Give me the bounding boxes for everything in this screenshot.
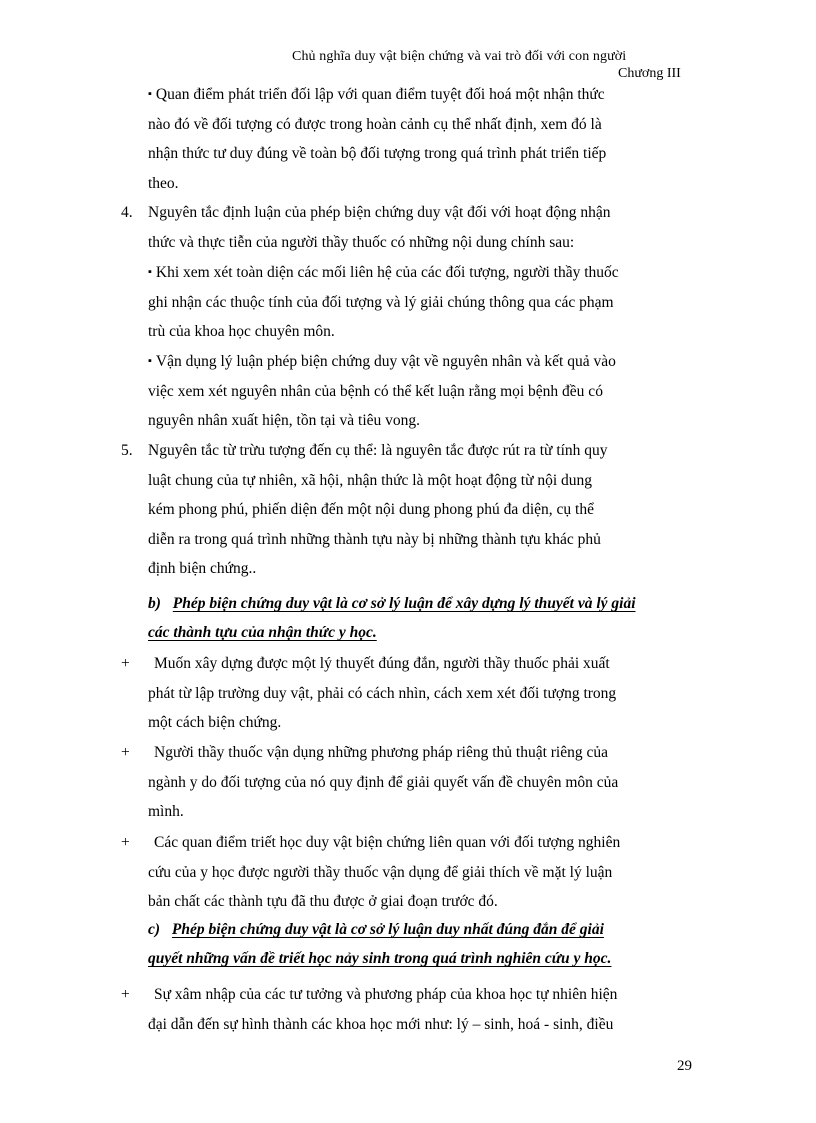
paragraph-line: một cách biện chứng. [148,714,282,731]
running-header-chapter: Chương III [618,66,681,81]
paragraph-line: luật chung của tự nhiên, xã hội, nhận thức là một hoạt động từ nội dung [148,471,593,489]
paragraph-line: việc xem xét nguyên nhân của bệnh có thể kết luận rằng mọi bệnh đều có [148,382,603,400]
paragraph-line: ▪ Vận dụng lý luận phép biện chứng duy vật về nguyên nhân và kết quả vào [148,353,616,370]
paragraph-line: ▪ Quan điểm phát triển đối lập với quan điểm tuyệt đối hoá một nhận thức [148,86,605,103]
paragraph-line: Nguyên tắc định luận của phép biện chứng duy vật đối với hoạt động nhận [148,204,611,221]
plus-paragraph [148,980,696,1039]
numbered-paragraph [148,436,696,584]
plus-paragraph [148,649,696,738]
heading-text: Phép biện chứng duy vật là cơ sở lý luận duy nhất đúng đắn để giải [171,921,604,938]
section-heading-b [148,595,636,613]
bullet-paragraph [148,80,696,198]
paragraph-line: Sự xâm nhập của các tư tưởng và phương pháp của khoa học tự nhiên hiện [154,986,618,1003]
plus-marker: + [121,744,130,761]
numbered-paragraph [148,198,696,257]
plus-paragraph [148,738,696,827]
bullet-paragraph [148,258,696,347]
paragraph-line: ghi nhận các thuộc tính của đối tượng và lý giải chúng thông qua các phạm [148,293,614,311]
list-number: 4. [121,204,133,221]
paragraph-line: theo. [148,174,179,192]
heading-label: c) [148,921,161,938]
paragraph-line: trù của khoa học chuyên môn. [148,323,335,340]
bullet-paragraph [148,347,696,436]
paragraph-line: bản chất các thành tựu đã thu được ở giai đoạn trước đó. [148,893,498,910]
running-header-title: Chủ nghĩa duy vật biện chứng và vai trò đối với con người [292,49,627,64]
paragraph-line: kém phong phú, phiến diện đến một nội dung phong phú đa diện, cụ thể [148,501,594,518]
heading-text: quyết những vấn đề triết học nảy sinh trong quá trình nghiên cứu y học. [148,950,612,967]
section-heading-b-continued [148,624,377,642]
plus-marker: + [121,655,130,672]
paragraph-line: định biện chứng.. [148,560,257,577]
paragraph-line: diễn ra trong quá trình những thành tựu này bị những thành tựu khác phủ [148,530,601,548]
paragraph-line: thức và thực tiễn của người thầy thuốc có những nội dung chính sau: [148,233,575,251]
section-heading-c-continued [148,950,611,968]
heading-text: các thành tựu của nhận thức y học. [148,624,377,641]
paragraph-line: ngành y do đối tượng của nó quy định để giải quyết vấn đề chuyên môn của [148,773,619,791]
square-bullet-icon: ▪ [148,355,152,367]
paragraph-line: ▪ Khi xem xét toàn diện các mối liên hệ của các đối tượng, người thầy thuốc [148,264,619,281]
paragraph-line: phát từ lập trường duy vật, phải có cách nhìn, cách xem xét đối tượng trong [148,684,617,702]
page-number: 29 [677,1058,692,1074]
paragraph-line: cứu của y học được người thầy thuốc vận dụng để giải thích về mặt lý luận [148,863,613,881]
square-bullet-icon: ▪ [148,88,152,100]
square-bullet-icon: ▪ [148,266,152,278]
paragraph-line: Các quan điểm triết học duy vật biện chứng liên quan với đối tượng nghiên [154,834,621,851]
paragraph-line: nhận thức tư duy đúng về toàn bộ đối tượng trong quá trình phát triển tiếp [148,145,607,162]
paragraph-line: Người thầy thuốc vận dụng những phương pháp riêng thủ thuật riêng của [154,744,608,761]
section-heading-c [148,921,604,939]
plus-marker: + [121,834,130,851]
paragraph-line: đại dẫn đến sự hình thành các khoa học mới như: lý – sinh, hoá - sinh, điều [148,1015,614,1033]
heading-text: Phép biện chứng duy vật là cơ sở lý luận để xây dựng lý thuyết và lý giải [172,595,636,612]
heading-label: b) [148,595,161,612]
paragraph-line: Muốn xây dựng được một lý thuyết đúng đắn, người thầy thuốc phải xuất [154,655,610,672]
paragraph-line: nguyên nhân xuất hiện, tồn tại và tiêu vong. [148,412,421,429]
list-number: 5. [121,442,133,459]
plus-marker: + [121,986,130,1003]
paragraph-line: Nguyên tắc từ trừu tượng đến cụ thể: là nguyên tắc được rút ra từ tính quy [148,442,608,459]
paragraph-line: mình. [148,803,184,820]
plus-paragraph [148,828,696,917]
paragraph-line: nào đó về đối tượng có được trong hoàn cảnh cụ thể nhất định, xem đó là [148,115,602,133]
